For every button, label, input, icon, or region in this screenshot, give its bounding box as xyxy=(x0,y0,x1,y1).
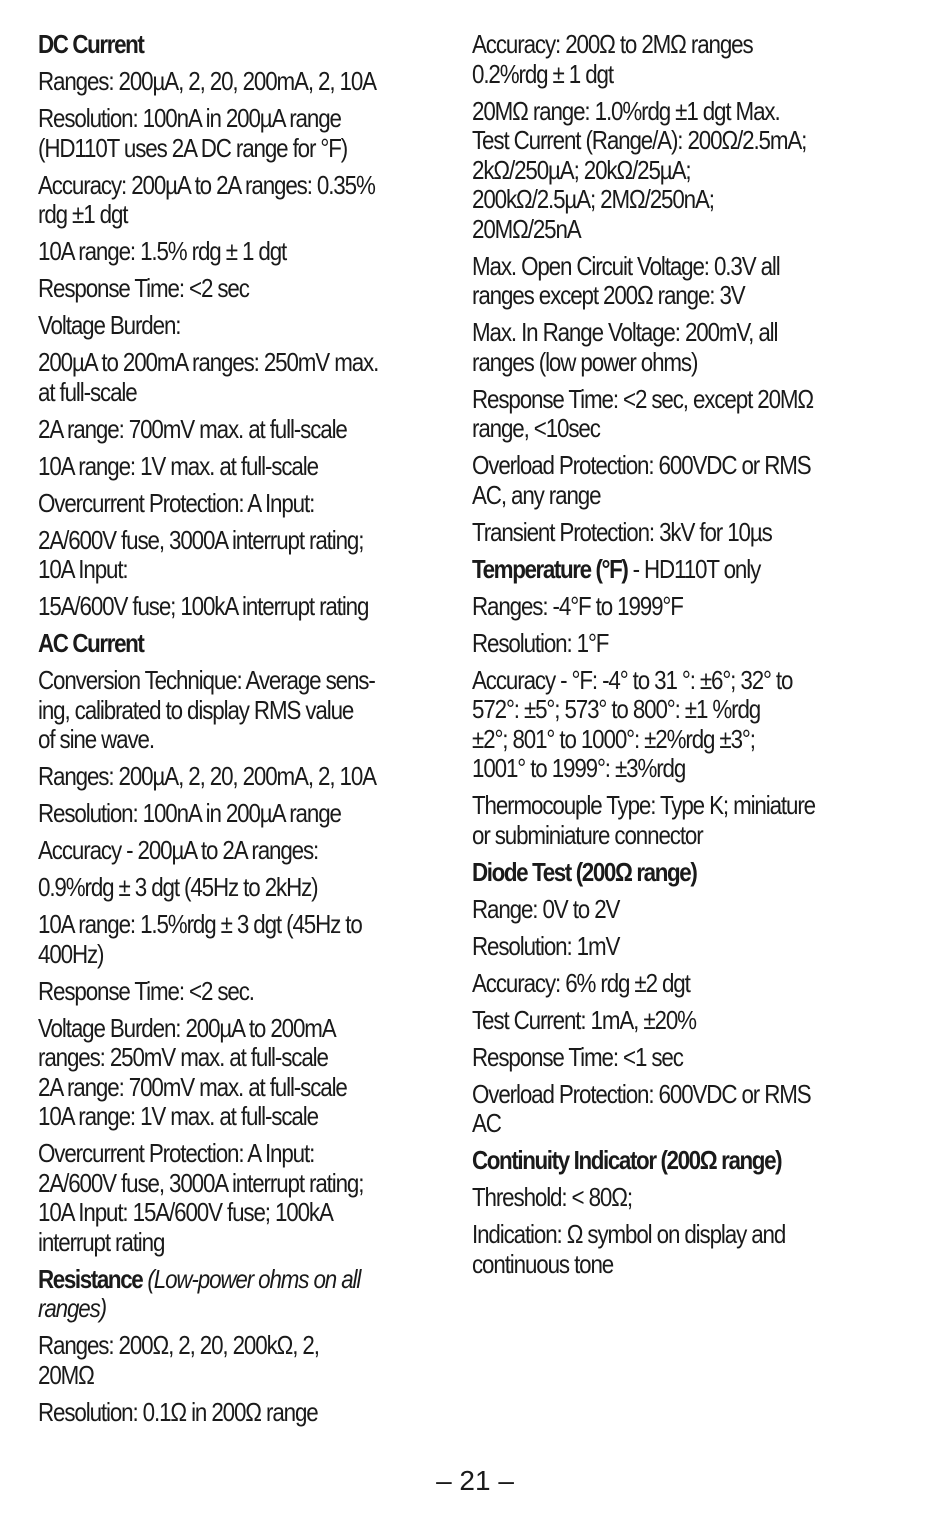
spec-line: Resolution: 1mV xyxy=(472,930,620,961)
spec-line: rdg ±1 dgt xyxy=(38,199,128,229)
spec-line: continuous tone xyxy=(472,1248,614,1279)
spec-line: Accuracy: 6% rdg ±2 dgt xyxy=(472,967,690,998)
section-heading: DC Current xyxy=(38,29,144,59)
spec-line: Overcurrent Protection: A Input: xyxy=(38,487,315,518)
spec-line: 200kΩ/2.5µA; 2MΩ/250nA; xyxy=(472,184,714,214)
spec-line: (HD110T uses 2A DC range for °F) xyxy=(38,132,348,163)
spec-line: of sine wave. xyxy=(38,724,154,754)
spec-line: ranges: 250mV max. at full-scale xyxy=(38,1042,328,1072)
spec-line: Resolution: 1°F xyxy=(472,627,609,658)
spec-line: AC, any range xyxy=(472,479,601,510)
spec-line: 2A/600V fuse, 3000A interrupt rating; xyxy=(38,524,364,555)
section-heading: Diode Test (200Ω range) xyxy=(472,856,697,887)
spec-line: Accuracy - °F: -4° to 31 °: ±6°; 32° to xyxy=(472,664,793,695)
spec-line: ranges) xyxy=(38,1293,106,1323)
left-column xyxy=(38,30,456,1427)
section-heading: Temperature (°F) - HD110T only xyxy=(472,553,761,584)
spec-line: Overload Protection: 600VDC or RMS xyxy=(472,450,811,480)
spec-line: 10A range: 1V max. at full-scale xyxy=(38,1101,318,1131)
spec-line: Max. Open Circuit Voltage: 0.3V all xyxy=(472,250,780,281)
spec-line: Accuracy: 200µA to 2A ranges: 0.35% xyxy=(38,169,375,200)
spec-line: Resolution: 100nA in 200µA range xyxy=(38,103,341,133)
spec-line: Resolution: 100nA in 200µA range xyxy=(38,798,341,828)
spec-line: Threshold: < 80Ω; xyxy=(472,1182,632,1212)
spec-line: 2A range: 700mV max. at full-scale xyxy=(38,413,347,444)
spec-line: 20MΩ range: 1.0%rdg ±1 dgt Max. xyxy=(472,95,780,126)
page-number: – 21 – xyxy=(436,1465,514,1496)
spec-line: Conversion Technique: Average sens- xyxy=(38,665,375,695)
spec-line: Voltage Burden: xyxy=(38,310,181,340)
spec-line: 10A range: 1V max. at full-scale xyxy=(38,450,318,481)
spec-line: or subminiature connector xyxy=(472,819,703,850)
right-column xyxy=(472,30,912,1279)
spec-line: range, <10sec xyxy=(472,413,600,443)
spec-line: 2kΩ/250µA; 20kΩ/25µA; xyxy=(472,154,691,185)
section-heading: Resistance (Low-power ohms on all xyxy=(38,1263,361,1294)
spec-line: 400Hz) xyxy=(38,938,104,969)
spec-line: Test Current: 1mA, ±20% xyxy=(472,1004,696,1035)
spec-line: Ranges: 200µA, 2, 20, 200mA, 2, 10A xyxy=(38,761,376,791)
spec-line: Max. In Range Voltage: 200mV, all xyxy=(472,317,778,347)
spec-line: ranges (low power ohms) xyxy=(472,346,698,377)
spec-line: AC xyxy=(472,1108,501,1138)
spec-line: 20MΩ/25nA xyxy=(472,213,581,244)
spec-line: 10A Input: xyxy=(38,554,128,584)
spec-line: 10A Input: 15A/600V fuse; 100kA xyxy=(38,1197,333,1227)
spec-line: ing, calibrated to display RMS value xyxy=(38,694,354,725)
spec-line: 200µA to 200mA ranges: 250mV max. xyxy=(38,347,379,377)
spec-line: 2A range: 700mV max. at full-scale xyxy=(38,1071,347,1102)
spec-line: 2A/600V fuse, 3000A interrupt rating; xyxy=(38,1167,364,1198)
section-heading: AC Current xyxy=(38,628,144,658)
spec-line: Accuracy: 200Ω to 2MΩ ranges xyxy=(472,29,753,59)
spec-line: ±2°; 801° to 1000°: ±2%rdg ±3°; xyxy=(472,723,755,754)
spec-line: 10A range: 1.5% rdg ± 1 dgt xyxy=(38,236,287,266)
spec-line: 0.9%rdg ± 3 dgt (45Hz to 2kHz) xyxy=(38,872,318,902)
spec-line: 10A range: 1.5%rdg ± 3 dgt (45Hz to xyxy=(38,909,362,939)
spec-line: Overcurrent Protection: A Input: xyxy=(38,1138,315,1168)
spec-line: ranges except 200Ω range: 3V xyxy=(472,280,745,310)
spec-line: Transient Protection: 3kV for 10µs xyxy=(472,516,772,547)
spec-line: 15A/600V fuse; 100kA interrupt rating xyxy=(38,591,369,621)
spec-line: at full-scale xyxy=(38,376,137,407)
spec-line: Response Time: <2 sec xyxy=(38,273,249,303)
spec-line: 1001° to 1999°: ±3%rdg xyxy=(472,753,686,783)
spec-line: Voltage Burden: 200µA to 200mA xyxy=(38,1012,336,1043)
spec-line: Ranges: 200µA, 2, 20, 200mA, 2, 10A xyxy=(38,66,376,96)
spec-line: 572°: ±5°; 573° to 800°: ±1 %rdg xyxy=(472,694,761,724)
spec-line: Response Time: <2 sec, except 20MΩ xyxy=(472,383,814,414)
spec-line: Accuracy - 200µA to 2A ranges: xyxy=(38,835,319,865)
spec-line: Response Time: <1 sec xyxy=(472,1041,683,1072)
section-heading: Continuity Indicator (200Ω range) xyxy=(472,1145,782,1175)
spec-line: Response Time: <2 sec. xyxy=(38,975,254,1006)
spec-line: Indication: Ω symbol on display and xyxy=(472,1219,786,1249)
spec-line: Ranges: 200Ω, 2, 20, 200kΩ, 2, xyxy=(38,1330,319,1360)
spec-line: Resolution: 0.1Ω in 200Ω range xyxy=(38,1396,318,1427)
spec-line: Overload Protection: 600VDC or RMS xyxy=(472,1078,811,1109)
spec-line: Range: 0V to 2V xyxy=(472,893,620,924)
spec-line: 20MΩ xyxy=(38,1359,94,1390)
spec-line: Ranges: -4°F to 1999°F xyxy=(472,590,683,621)
spec-line: interrupt rating xyxy=(38,1226,165,1257)
spec-line: 0.2%rdg ± 1 dgt xyxy=(472,58,613,89)
spec-line: Test Current (Range/A): 200Ω/2.5mA; xyxy=(472,125,807,155)
spec-line: Thermocouple Type: Type K; miniature xyxy=(472,790,815,820)
